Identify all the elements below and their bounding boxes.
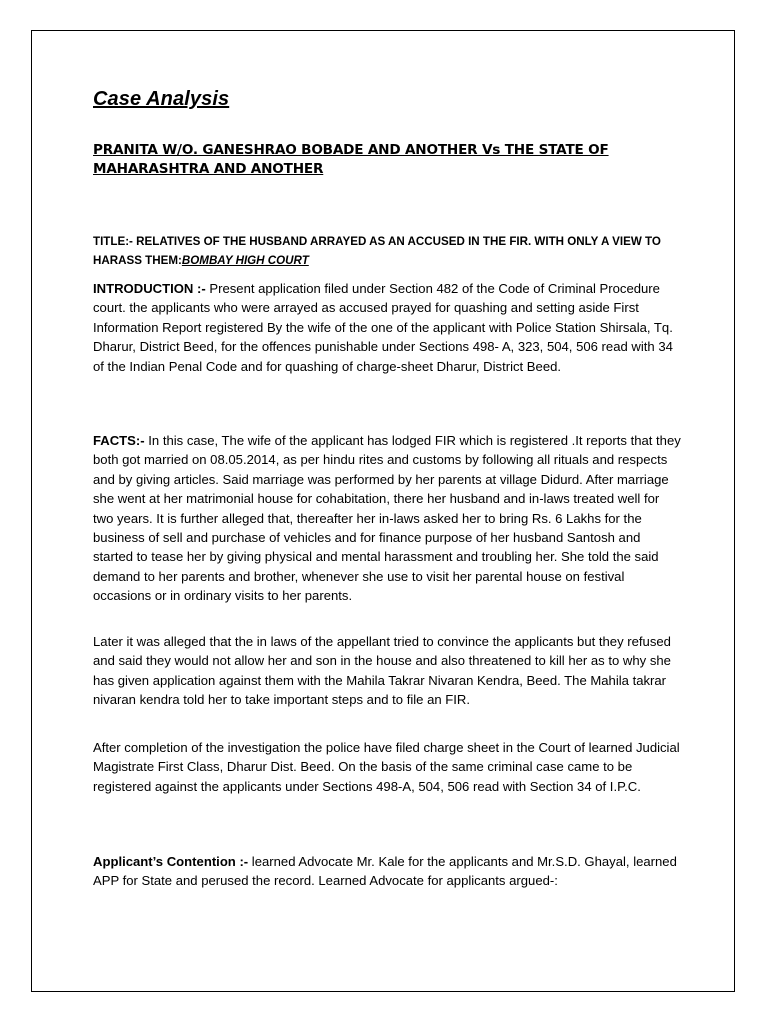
document-heading: Case Analysis [93,88,230,110]
introduction-text: Present application filed under Section 482 of the Code of Criminal Procedure court. the applicants who were arrayed as accused prayed for quashing and setting aside First Information Report registered By the wife of the one of the applicant with Police Station Shirsala, Tq. Dharur, District Beed, for the offences punishable under Sections 498- A, 323, 504, 506 read with 34 of the Indian Penal Code and for quashing of charge-sheet Dharur, District Beed. [93,281,673,374]
introduction-paragraph [93,279,681,376]
title-paragraph [93,232,681,270]
contention-label: Applicant’s Contention :- [93,854,249,869]
contention-paragraph [93,852,681,891]
case-title: PRANITA W/O. GANESHRAO BOBADE AND ANOTHER Vs THE STATE OF MAHARASHTRA AND ANOTHER [93,142,609,177]
facts-label: FACTS:- [93,433,145,448]
contention-text: learned Advocate Mr. Kale for the applicants and Mr.S.D. Ghayal, learned APP for State and perused the record. Learned Advocate for applicants argued-: [93,854,677,889]
court-name: BOMBAY HIGH COURT [181,254,309,267]
facts-paragraph [93,431,681,606]
title-label: TITLE:- RELATIVES OF THE HUSBAND ARRAYED AS AN ACCUSED IN THE FIR. WITH ONLY A VIEW TO HARASS THEM: [93,235,661,267]
later-paragraph: Later it was alleged that the in laws of the appellant tried to convince the applicants but they refused and said they would not allow her and son in the house and also threatened to kill her as to why she has given application against them with the Mahila Takrar Nivaran Kendra, Beed. The Mahila takrar nivaran kendra told her to take important steps and to file an FIR. [93,634,671,708]
facts-text: In this case, The wife of the applicant has lodged FIR which is registered .It reports that they both got married on 08.05.2014, as per hindu rites and customs by following all rituals and respects and by giving articles. Said marriage was performed by her parents at village Didurd. After marriage she went at her matrimonial house for cohabitation, there her husband and in-laws treated well for two years. It is further alleged that, thereafter her in-laws asked her to bring Rs. 6 Lakhs for the business of sell and purchase of vehicles and for finance purpose of her husband Santosh and started to tease her by giving physical and mental harassment and troubling her. She told the said demand to her parents and brother, whenever she use to visit her parental house on festival occasions or in ordinary visits to her parents. [93,433,681,604]
investigation-paragraph: After completion of the investigation the police have filed charge sheet in the Court of learned Judicial Magistrate First Class, Dharur Dist. Beed. On the basis of the same criminal case came to be registered against the applicants under Sections 498-A, 504, 506 read with Section 34 of I.P.C. [93,740,680,794]
introduction-label: INTRODUCTION :- [93,281,206,296]
